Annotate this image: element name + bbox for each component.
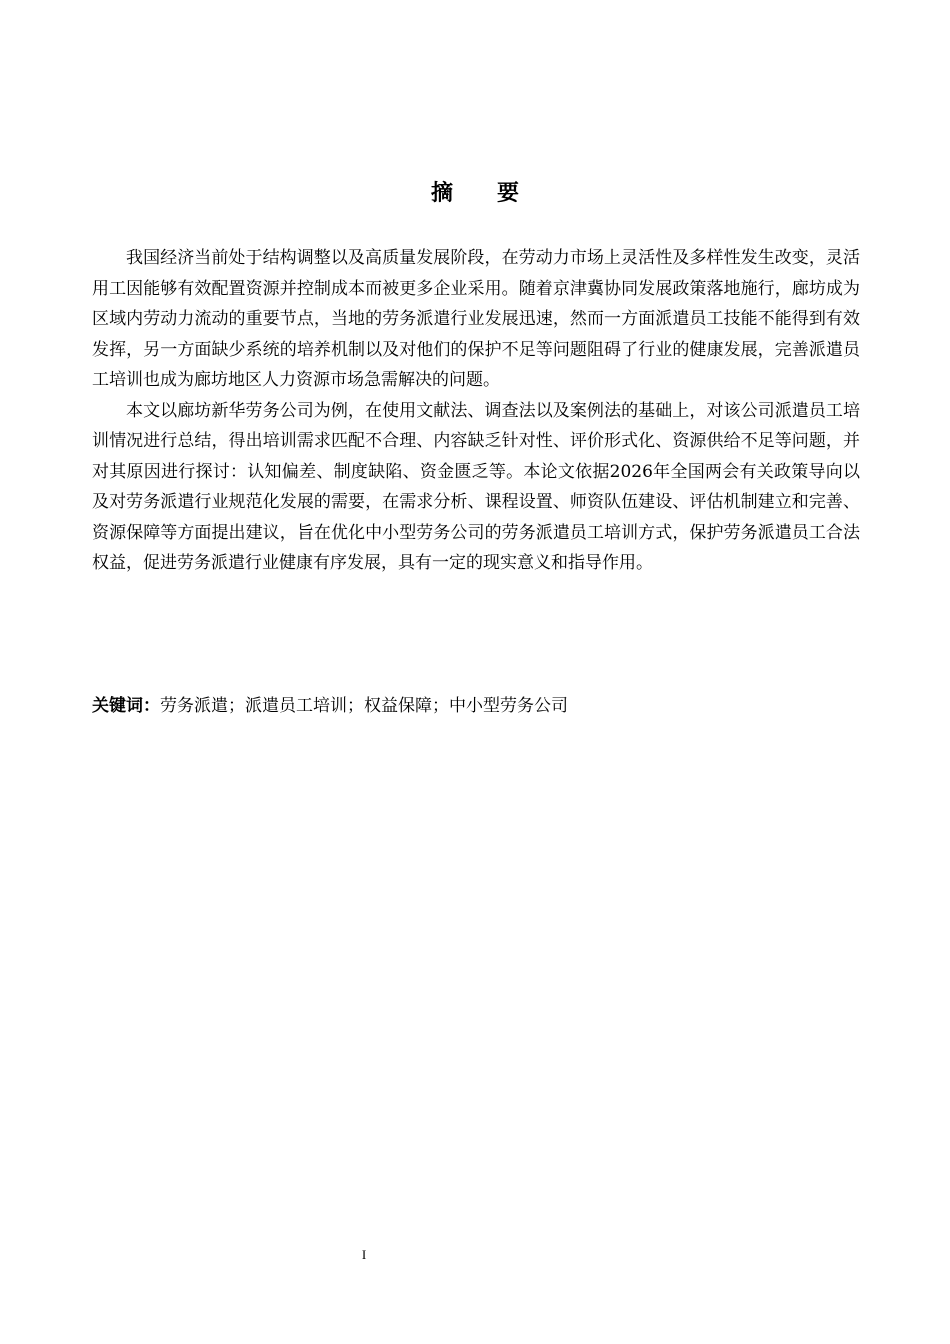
abstract-paragraph-2: 本文以廊坊新华劳务公司为例，在使用文献法、调查法以及案例法的基础上，对该公司派遣员工培训情况进行总结，得出培训需求匹配不合理、内容缺乏针对性、评价形式化、资源供给不足等问题，并对其原因进行探讨：认知偏差、制度缺陷、资金匮乏等。本论文依据2026年全国两会有关政策导向以及对劳务派遣行业规范化发展的需要，在需求分析、课程设置、师资队伍建设、评估机制建立和完善、资源保障等方面提出建议，旨在优化中小型劳务公司的劳务派遣员工培训方式，保护劳务派遣员工合法权益，促进劳务派遣行业健康有序发展，具有一定的现实意义和指导作用。: [92, 400, 860, 573]
abstract-paragraph-1: 我国经济当前处于结构调整以及高质量发展阶段，在劳动力市场上灵活性及多样性发生改变，灵活用工因能够有效配置资源并控制成本而被更多企业采用。随着京津冀协同发展政策落地施行，廊坊成为区域内劳动力流动的重要节点，当地的劳务派遣行业发展迅速，然而一方面派遣员工技能不能得到有效发挥，另一方面缺少系统的培养机制以及对他们的保护不足等问题阻碍了行业的健康发展，完善派遣员工培训也成为廊坊地区人力资源市场急需解决的问题。: [92, 248, 860, 390]
keywords-line: [92, 691, 860, 721]
page-number: I: [361, 1247, 367, 1262]
abstract-body: [92, 243, 860, 579]
keywords-list: 劳务派遣；派遣员工培训；权益保障；中小型劳务公司: [160, 696, 568, 716]
keywords-label: 关键词：: [92, 696, 160, 716]
abstract-title: 摘要: [430, 181, 563, 206]
